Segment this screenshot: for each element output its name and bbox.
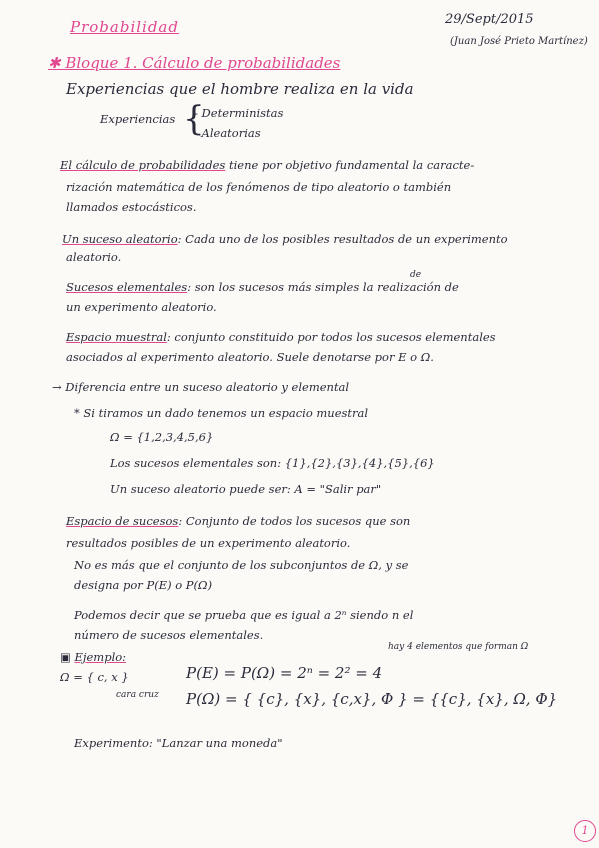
pod-line-2: número de sucesos elementales. — [74, 628, 264, 642]
calc-line-2: rización matemática de los fenómenos de tipo aleatorio o también — [66, 180, 452, 194]
block-title-text: Bloque 1. Cálculo de probabilidades — [65, 54, 341, 72]
diferencia-line: → Diferencia entre un suceso aleatorio y elemental — [52, 380, 350, 394]
elem-rest: : son los sucesos más simples — [187, 280, 360, 294]
line-experiencias: Experiencias que el hombre realiza en la vida — [66, 80, 414, 98]
date: 29/Sept/2015 — [445, 12, 534, 27]
page-number: 1 — [574, 820, 596, 842]
ejemplo-formula-2: P(Ω) = { {c}, {x}, {c,x}, Φ } = {{c}, {x}, Ω, Φ} — [186, 690, 558, 708]
elem-insert: de — [410, 270, 422, 280]
ess-line-3: No es más que el conjunto de los subconjuntos de Ω, y se — [74, 558, 409, 572]
bleed-through — [369, 40, 569, 760]
ejemplo-formula-1: P(E) = P(Ω) = 2ⁿ = 2² = 4 — [186, 664, 383, 682]
exp-deterministas: - Deterministas — [194, 106, 284, 120]
bullet-star: ✱ — [48, 54, 66, 72]
ess-line-1 — [66, 514, 410, 528]
elem-rest2: la realización de — [362, 280, 459, 294]
ejemplo-note: hay 4 elementos que forman Ω — [388, 642, 529, 652]
esp-line-1 — [66, 330, 496, 344]
elem-line-2: un experimento aleatorio. — [66, 300, 217, 314]
suceso-line-1 — [62, 232, 508, 246]
pod-line-1: Podemos decir que se prueba que es igual a 2ⁿ siendo n el — [74, 608, 414, 622]
block-title — [48, 54, 340, 72]
calc-term: El cálculo de probabilidades — [60, 158, 226, 172]
ejemplo-sub: cara cruz — [116, 690, 159, 700]
ess-line-2: resultados posibles de un experimento aleatorio. — [66, 536, 351, 550]
suceso-rest: : Cada uno de los posibles resultados de un experimento — [177, 232, 508, 246]
elem-term: Sucesos elementales — [66, 280, 188, 294]
dado-line-1: * Si tiramos un dado tenemos un espacio muestral — [74, 406, 369, 420]
calc-line-3: llamados estocásticos. — [66, 200, 197, 214]
ess-line-4: designa por P(E) o P(Ω) — [74, 578, 213, 592]
brace: { — [183, 99, 205, 139]
exp-label: Experiencias — [100, 112, 176, 126]
calc-line-1 — [60, 158, 474, 172]
esp-line-2: asociados al experimento aleatorio. Suele denotarse por E o Ω. — [66, 350, 434, 364]
esp-term: Espacio muestral — [66, 330, 167, 344]
ejemplo-omega: Ω = { c, x } — [60, 670, 129, 684]
dado-line-2: Ω = {1,2,3,4,5,6} — [110, 430, 214, 444]
ess-term: Espacio de sucesos — [66, 514, 179, 528]
ess-rest: : Conjunto de todos los sucesos que son — [178, 514, 411, 528]
dado-line-3: Los sucesos elementales son: {1},{2},{3},{4},{5},{6} — [110, 456, 435, 470]
exp-aleatorias: - Aleatorias — [194, 126, 261, 140]
experimento-line: Experimento: "Lanzar una moneda" — [74, 736, 283, 750]
ejemplo-label — [60, 650, 126, 664]
suceso-term: Un suceso aleatorio — [62, 232, 178, 246]
dado-line-4: Un suceso aleatorio puede ser: A = "Salir par" — [110, 482, 382, 496]
checkbox-icon: ▣ — [60, 650, 75, 664]
ejemplo-label-text: Ejemplo: — [74, 650, 127, 664]
suceso-line-2: aleatorio. — [66, 250, 122, 264]
elem-line-1 — [66, 280, 459, 294]
esp-rest: : conjunto constituido por todos los sucesos elementales — [166, 330, 496, 344]
author: (Juan José Prieto Martínez) — [450, 36, 588, 47]
page-title: Probabilidad — [70, 18, 179, 36]
calc-rest: tiene por objetivo fundamental la caracte- — [228, 158, 475, 172]
